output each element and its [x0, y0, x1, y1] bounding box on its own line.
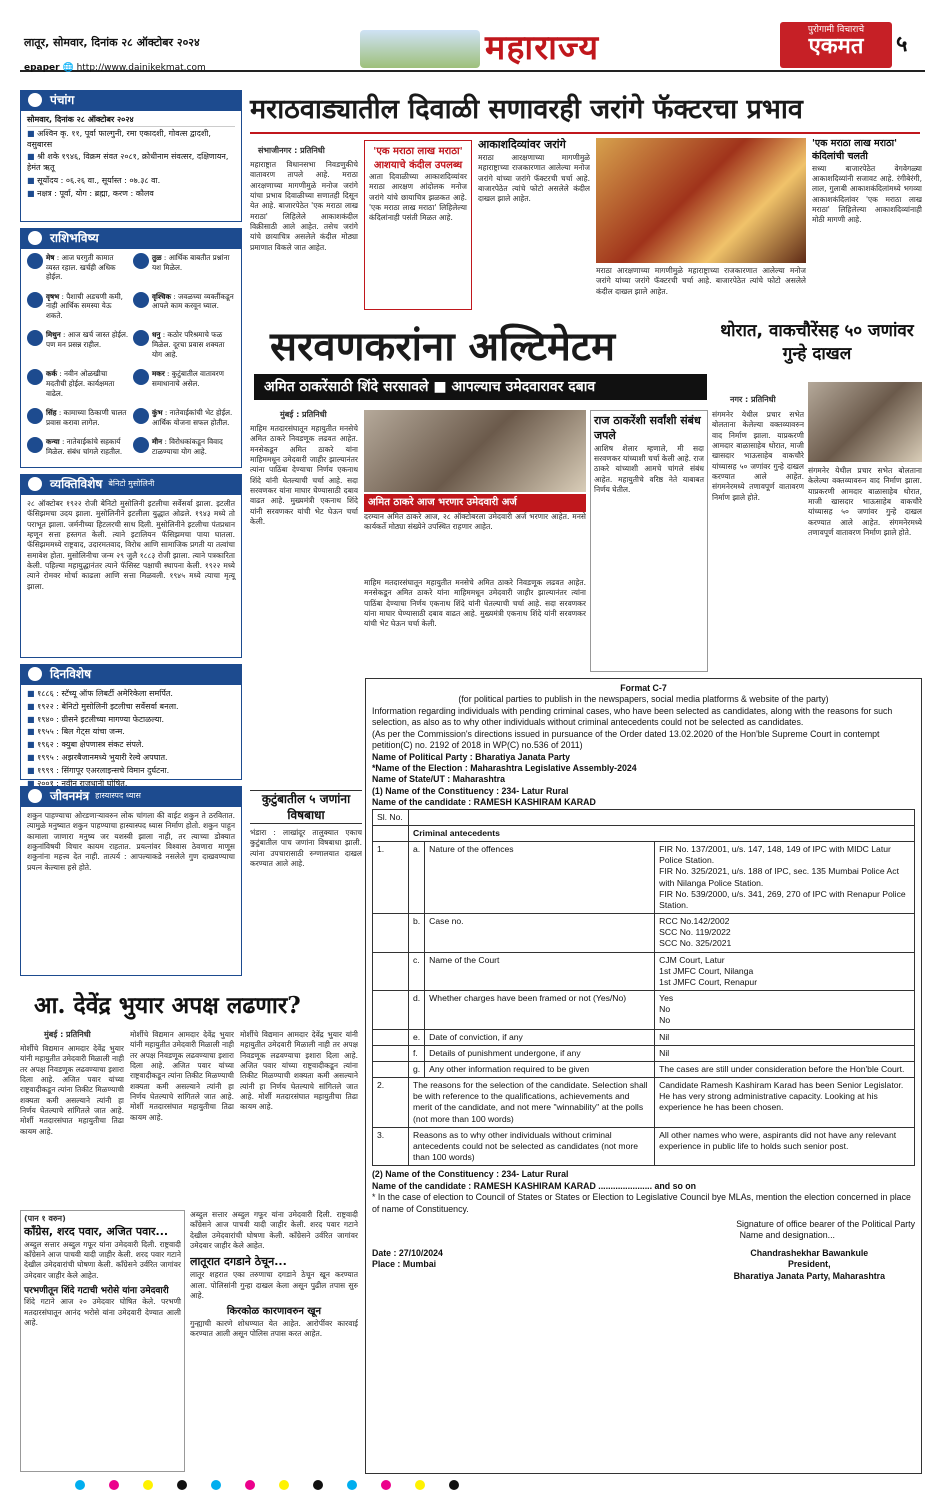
rashi-item: धनु : कठोर परिश्रमाचे फळ मिळेल. दूरचा प्रवास शक्यता योग आहे. — [133, 330, 235, 366]
aquarius-icon — [133, 408, 149, 424]
panchang-date: सोमवार, दिनांक २८ ऑक्टोबर २०२४ — [27, 115, 235, 127]
form-signer-org: Bharatiya Janata Party, Maharashtra — [733, 1270, 885, 1281]
jarange-title: आकाशदिव्यांवर जरांगे — [478, 138, 566, 151]
libra-icon — [133, 253, 149, 269]
logo-name: एकमत — [808, 34, 864, 60]
epaper-link[interactable] — [24, 62, 206, 74]
black-dot — [313, 1480, 323, 1490]
leo-icon — [27, 408, 43, 424]
panchang-icon — [28, 93, 42, 107]
vyakti-subtitle: बेनिटो मुसोलिनी — [108, 478, 155, 488]
ultimatum-body: माहिम मतदारसंघातून महायुतीत मनसेचे अमित ठाकरे निवडणूक लढवत आहेत. मनसेकडून अमित ठाकरे यांना माहिममधून उमेदवारी जाहीर झाल्यानंतर त्यांना पाठिंबा देण्याचा निर्णय एकनाथ शिंदे यांनी घेतल्याची चर्चा आहे. सदा सरवणकर यांना माघार घेण्यासाठी दबाव वाढत आहे. मुख्यमंत्री एकनाथ शिंदे यांनी सरवणकर यांची भेट घेऊन चर्चा केली. — [250, 424, 358, 527]
continued-body-4: लातूर शहरात एका तरुणाचा दगडाने ठेचून खून करण्यात आला. पोलिसांनी गुन्हा दाखल केला असून पुढील तपास सुरु आहे. — [190, 1270, 358, 1300]
jeevan-header — [20, 786, 242, 806]
logo-tagline: पुरोगामी विचाराचे — [807, 25, 865, 35]
jeevan-title: जीवनमंत्र — [50, 788, 90, 803]
panchang-box — [20, 110, 242, 222]
kandil-trend-body: सध्या बाजारपेठेत वेगवेगळ्या आकाशदिव्यांनी सजावट आहे. रंगीबेरंगी, लाल, गुलाबी आकाशकंदिलांमध्ये भगव्या आकाशकंदिलांवर 'एक मराठा लाख मराठा' लिहिलेल्या आकाशदिव्यांनाही मोठी मागणी आहे. — [812, 163, 922, 225]
dinvishesh-item: ■ १९९५ : अझरबैजानमध्ये भुयारी रेल्वे अपघात. — [27, 753, 235, 764]
vyakti-title: व्यक्तिविशेष — [50, 476, 103, 491]
form-constituency: (1) Name of the Constituency : 234- Latur Rural — [372, 785, 569, 796]
rashi-item: सिंह : कामाच्या ठिकाणी चालत प्रवास करावा लागेल. — [27, 408, 129, 434]
thorat-body-2: संगमनेर येथील प्रचार सभेत बोलताना केलेल्या वक्तव्यावरुन वाद निर्माण झाला. याप्रकरणी आमदार बाळासाहेब थोरात, माजी खासदार भाऊसाहेब वाकचौरे यांच्यासह ५० जणांवर गुन्हे दाखल करण्यात आले आहेत. संगमनेरमध्ये तणावपूर्ण वातावरण निर्माण झाले होते. — [808, 466, 922, 538]
family-body: भंडारा : लाखांदूर तालुक्यात एकाच कुटुंबातील पाच जणांना विषबाधा झाली. त्यांना उपचारासाठी रुग्णालयात दाखल करण्यात आले आहे. — [250, 828, 362, 869]
form-subtitle: (for political parties to publish in the newspapers, social media platforms & website of the party) — [458, 694, 829, 705]
cell-value: SCC No. 325/2021 — [659, 938, 732, 949]
rashi-item: मेष : आज घरगुती कामात व्यस्त रहाल. खर्चही अधिक होईल. — [27, 253, 129, 289]
cyan-dot — [347, 1480, 357, 1490]
rashi-header — [20, 228, 242, 248]
table-row: e. Date of conviction, if any Nil — [373, 1029, 915, 1045]
kandil-body: आता दिवाळीच्या आकाशदिव्यांवर मराठा आरक्षण आंदोलक मनोज जरांगे यांचे छायाचित्र झळकत आहे. 'एक मराठा लाख मराठा' लिहिलेल्या कंदिलांनाही पसंती मिळत आहे. — [369, 172, 467, 223]
thorat-byline: नगर : प्रतिनिधी — [730, 395, 776, 404]
jeevan-subtitle: हास्यास्पद ध्यास — [95, 790, 141, 800]
table-row — [373, 825, 915, 841]
cell-value: SCC No. 119/2022 — [659, 927, 731, 938]
cell-value: All other names who were, aspirants did not have any relevant experience in public life to holds such senior post. — [655, 1127, 915, 1166]
form-signer-title: President, — [788, 1259, 831, 1270]
dinvishesh-item: ■ १९५५ : बिल गेट्स यांचा जन्म. — [27, 727, 235, 738]
kandil-trend-box — [812, 138, 922, 310]
gemini-icon — [27, 330, 43, 346]
cell-value: RCC No.142/2002 — [659, 916, 730, 927]
sagittarius-icon — [133, 330, 149, 346]
magenta-dot — [109, 1480, 119, 1490]
form-signature: Signature of office bearer of the Political Party — [736, 1218, 915, 1229]
cell-value: FIR No. 137/2001, u/s. 147, 148, 149 of IPC with MIDC Latur Police Station. — [659, 843, 891, 866]
rashi-item: कुंभ : नातेवाईकांची भेट होईल. आर्थिक योजना सफल होतील. — [133, 408, 235, 434]
form-directions: (As per the Commission's directions issued in pursuance of the Order dated 13.02.2020 of the Hon'ble Supreme Court in contempt petition(C) no. 2192 of 2018 in WP(C) no.536 of 2011) — [372, 728, 880, 751]
cell-value: 1st JMFC Court, Nilanga — [659, 965, 754, 976]
cancer-icon — [27, 369, 43, 385]
form-foot-constituency: (2) Name of the Constituency : 234- Latur Rural — [372, 1169, 569, 1180]
rashi-item: कर्क : नवीन ओळखीचा मदतीची होईल. कार्यक्षमता वाढेल. — [27, 369, 129, 405]
form-title: Format C-7 — [620, 683, 667, 693]
table-row: g. Any other information required to be given The cases are still under consideration before the Hon'ble Court. — [373, 1061, 915, 1077]
continued-body: अब्दुल सत्तार अब्दुल गफूर यांना उमेदवारी दिली. राष्ट्रवादी काँग्रेसने आज पाचवी यादी जाहीर केली. शरद पवार गटाने देखील उमेदवारांची घोषणा केली. काँग्रेसने उर्वरित जागांवर उमेदवार जाहीर केले आहेत. — [24, 1239, 181, 1280]
aries-icon — [27, 253, 43, 269]
criminal-antecedents-header: Criminal antecedents — [409, 825, 915, 841]
format-c7-notice — [365, 678, 922, 1474]
cell-value: FIR No. 539/2000, u/s. 341, 269, 270 of IPC with Renapur Police Station. — [659, 888, 906, 910]
ultimatum-caption-body: दरम्यान अमित ठाकरे आज, २८ ऑक्टोबरला उमेदवारी अर्ज भरणार आहेत. मनसे कार्यकर्ते मोठ्या संख्येने उपस्थित राहणार आहेत. — [364, 512, 586, 532]
rashi-title: राशिभविष्य — [50, 230, 99, 245]
cell-value: No — [659, 1015, 671, 1026]
dinvishesh-item: ■ १९२२ : बेनिटो मुसोलिनी इटलीचा सर्वेसर्वा बनला. — [27, 702, 235, 713]
pisces-icon — [133, 437, 149, 453]
cell-value: The cases are still under consideration before the Hon'ble Court. — [655, 1061, 915, 1077]
cell-value: CJM Court, Latur — [659, 954, 725, 965]
form-intro: Information regarding individuals with pending criminal cases, who have been selected as candidates, along with the reasons for such selection, as also as to why other individuals without criminal antecedents could not be selected as candidates. — [372, 705, 893, 728]
cell-value: FIR No. 325/2021, u/s. 188 of IPC, sec. 135 Mumbai Police Act with Nilanga Police Station. — [659, 866, 899, 888]
print-registration-marks — [75, 1480, 875, 1490]
cell-value: Nil — [655, 1029, 915, 1045]
epaper-url[interactable]: http://www.dainikekmat.com — [76, 63, 206, 73]
epaper-label: epaper — [24, 63, 60, 73]
capricorn-icon — [133, 369, 149, 385]
zodiac-icon — [28, 231, 42, 245]
form-place: Place : Mumbai — [372, 1259, 437, 1270]
continued-title-2: परभणीतून शिंदे गटाची भरोसे यांना उमेदवारी — [24, 1286, 169, 1297]
continued-title: काँग्रेस, शरद पवार, अजित पवार... — [24, 1224, 169, 1238]
lanterns-photo — [596, 138, 806, 263]
raj-box — [590, 410, 708, 672]
form-name-designation: Name and designation... — [739, 1230, 835, 1241]
bhuyar-body-3: मोर्शीचे विद्यमान आमदार देवेंद्र भुयार यांनी महायुतीत उमेदवारी मिळाली नाही तर अपक्ष निवडणूक लढवण्याचा इशारा दिला आहे. अजित पवार यांच्या राष्ट्रवादीकडून त्यांना तिकीट मिळण्याची शक्यता कमी असल्याने त्यांनी हा निर्णय घेतल्याचे सांगितले जात आहे. मोर्शी मतदारसंघात महायुतीचा तिढा कायम आहे. — [240, 1030, 358, 1112]
table-row: 3. Reasons as to why other individuals without criminal antecedents could not be selected as candidates (not more than 100 words) All other names who were, aspirants did not have any relevant experience in public life to holds such senior post. — [373, 1127, 915, 1166]
cyan-dot — [75, 1480, 85, 1490]
black-dot — [177, 1480, 187, 1490]
panchang-line: ■ श्री शके १९४६, विक्रम संवत २०८१, क्रोधीनाम संवत्सर, दक्षिणायन, हेमंत ऋतू — [27, 152, 235, 174]
page-number: ५ — [896, 32, 908, 57]
ultimatum-subhead: अमित ठाकरेंसाठी शिंदे सरसावले ■ आपल्याच उमेदवारावर दबाव — [254, 374, 707, 400]
continued-body-5: गुन्ह्याची कारणे शोधण्यात येत आहेत. आरोपींवर कारवाई करण्यात आली असून पोलिस तपास करत आहेत. — [190, 1318, 358, 1339]
kandil-box — [364, 140, 472, 310]
globe-icon: 🌐 — [62, 63, 74, 73]
cyan-dot — [211, 1480, 221, 1490]
cell-value: No — [659, 1004, 671, 1015]
ultimatum-caption: अमित ठाकरे आज भरणार उमेदवारी अर्ज — [364, 494, 586, 512]
top-headline: मराठवाड्यातील दिवाळी सणावरही जरांगे फॅक्टरचा प्रभाव — [250, 94, 803, 125]
newspaper-logo — [780, 22, 892, 68]
cell-value: Nil — [655, 1045, 915, 1061]
rashi-item: मकर : कुटुंबातील वातावरण समाधानाचे असेल. — [133, 369, 235, 405]
dinvishesh-header — [20, 664, 242, 684]
dinvishesh-item: ■ १९६२ : क्युबा क्षेपणास्त्र संकट संपले. — [27, 740, 235, 751]
form-signoff — [372, 1248, 915, 1282]
form-foot-candidate: Name of the candidate : RAMESH KASHIRAM KARAD ...................... and so on — [372, 1180, 697, 1191]
dinvishesh-item: ■ १९४० : ग्रीसने इटलीच्या मागण्या फेटाळल्या. — [27, 715, 235, 726]
jeevan-body: शकुन पाहण्याचा ओरडणाऱ्यावरुन लोक चांगला की वाईट शकुन ते ठरवितात. त्यामुळे मनुष्यात शकुन पाहण्याचा हास्यास्पद ध्यास निर्माण होतो. शकुन पाहून कामाला जाणारा मनुष्य जर यशस्वी झाला नाही, तर त्याच्या डोक्यात शकुनांविषयी विचार कायम राहतात. प्रयत्नांवर विश्वास ठेवणारा माणूस शकुनांना महत्त्व देत नाही. तात्पर्य : आपल्याकडे नसलेले गुण दाखवण्याचा प्रयत्न केल्यास हसे होते. — [20, 806, 242, 976]
form-date: Date : 27/10/2024 — [372, 1247, 443, 1258]
table-row: f. Details of punishment undergone, if any Nil — [373, 1045, 915, 1061]
raj-body: आशिष शेलार म्हणाले, मी सदा सरवणकर यांच्याशी चर्चा केली आहे. राज ठाकरे यांच्याशी आमचे चांगले संबंध आहेत. महायुतीचे वरिष्ठ नेते याबाबत निर्णय घेतील. — [594, 443, 704, 495]
dinvishesh-item: ■ २००१ : नवीन राजधानी घोषित. — [27, 779, 235, 790]
continued-title-3: लातूरात दगडाने ठेचून... — [190, 1255, 287, 1269]
calendar-icon — [28, 667, 42, 681]
thorat-photo — [808, 382, 922, 462]
bhuyar-body-2: मोर्शीचे विद्यमान आमदार देवेंद्र भुयार यांनी महायुतीत उमेदवारी मिळाली नाही तर अपक्ष निवडणूक लढवण्याचा इशारा दिला आहे. अजित पवार यांच्या राष्ट्रवादीकडून त्यांना तिकीट मिळण्याची शक्यता कमी असल्याने त्यांनी हा निर्णय घेतल्याचे सांगितले जात आहे. मोर्शी मतदारसंघात महायुतीचा तिढा कायम आहे. — [130, 1030, 234, 1122]
cell-value: Yes — [659, 993, 674, 1004]
bhuyar-byline: मुंबई : प्रतिनिधी — [44, 1030, 91, 1039]
criminal-antecedents-table — [372, 809, 915, 1167]
bhuyar-body: मोर्शीचे विद्यमान आमदार देवेंद्र भुयार यांनी महायुतीत उमेदवारी मिळाली नाही तर अपक्ष निवडणूक लढवण्याचा इशारा दिला आहे. अजित पवार यांच्या राष्ट्रवादीकडून त्यांना तिकीट मिळण्याची शक्यता कमी असल्याने त्यांनी हा निर्णय घेतल्याचे सांगितले जात आहे. मोर्शी मतदारसंघात महायुतीचा तिढा कायम आहे. — [20, 1044, 124, 1136]
form-state: Name of State/UT : Maharashtra — [372, 774, 505, 785]
rashi-box — [20, 248, 242, 468]
date-line: लातूर, सोमवार, दिनांक २८ ऑक्टोबर २०२४ — [24, 36, 200, 49]
thorat-body: संगमनेर येथील प्रचार सभेत बोलताना केलेल्या वक्तव्यावरुन वाद निर्माण झाला. याप्रकरणी आमदार बाळासाहेब थोरात, माजी खासदार भाऊसाहेब वाकचौरे यांच्यासह ५० जणांवर गुन्हे दाखल करण्यात आले आहेत. संगमनेरमध्ये तणावपूर्ण वातावरण निर्माण झाले होते. — [712, 410, 804, 502]
scorpio-icon — [133, 292, 149, 308]
family-title: कुटुंबातील ५ जणांना विषबाधा — [250, 790, 362, 824]
dinvishesh-box — [20, 684, 242, 788]
jarange-body: मराठा आरक्षणाच्या मागणीमुळे महाराष्ट्राच्या राजकारणात आलेल्या मनोज जरांगे यांच्या जरांगे फॅक्टरची चर्चा आहे. बाजारपेठेत त्यांचे फोटो असलेले कंदील दाखल झाले आहेत. — [478, 152, 590, 204]
thorat-headline: थोरात, वाकचौरेंसह ५० जणांवर गुन्हे दाखल — [720, 321, 914, 364]
dinvishesh-item: ■ १८८६ : स्टॅच्यू ऑफ लिबर्टी अमेरिकेला समर्पित. — [27, 689, 235, 700]
form-foot-note: * In the case of election to Council of States or States or Election to Legislative Council bye MLAs, mention the election concerned in place of name of Constituency. — [372, 1192, 911, 1214]
panchang-header — [20, 90, 242, 110]
bhuyar-headline: आ. देवेंद्र भुयार अपक्ष लढणार? — [34, 992, 301, 1019]
form-candidate: Name of the candidate : RAMESH KASHIRAM KARAD — [372, 797, 596, 808]
continued-body-2: शिंदे गटाने आज २० उमेदवार घोषित केले. परभणी मतदारसंघातून आनंद भरोसे यांना उमेदवारी देण्यात आली आहे. — [24, 1297, 181, 1327]
table-row: 1. a. Nature of the offences FIR No. 137/2001, u/s. 147, 148, 149 of IPC with MIDC Latur Police Station. FIR No. 325/2021, u/s. 188 of IPC, sec. 135 Mumbai Police Act with Nilanga Police Station. FIR No. 539/2000, u/s. 341, 269, 270 of IPC with Renapur Police Station. — [373, 841, 915, 913]
cell-value: Candidate Ramesh Kashiram Karad has been Senior Legislator. He has very strong administrative capacity. Looking at his experience he has been chosen. — [655, 1078, 915, 1128]
table-row: d. Whether charges have been framed or not (Yes/No) Yes No No — [373, 991, 915, 1030]
panchang-line: ■ सूर्योदय : ०६.२६ वा., सूर्यास्त : ०७.३८ वा. — [27, 176, 235, 187]
continued-col-2 — [190, 1210, 358, 1472]
rashi-item: मीन : विरोधकांकडून विवाद टाळण्याचा योग आहे. — [133, 437, 235, 463]
taurus-icon — [27, 292, 43, 308]
rashi-item: कन्या : नातेवाईकांचे सहकार्य मिळेल. संबंध चांगले राहतील. — [27, 437, 129, 463]
panchang-title: पंचांग — [50, 92, 75, 107]
dinvishesh-item: ■ १९९९ : सिंगापूर एअरलाइन्सचे विमान दुर्घटना. — [27, 766, 235, 777]
rule — [250, 132, 920, 134]
continued-body-3: अब्दुल सत्तार अब्दुल गफूर यांना उमेदवारी दिली. राष्ट्रवादी काँग्रेसने आज पाचवी यादी जाहीर केली. शरद पवार गटाने देखील उमेदवारांची घोषणा केली. काँग्रेसने उर्वरित जागांवर उमेदवार जाहीर केले आहेत. — [190, 1210, 358, 1251]
ultimatum-headline: सरवणकरांना अल्टिमेटम — [270, 320, 685, 377]
vyakti-body: २८ ऑक्टोबर १९२२ रोजी बेनिटो मुसोलिनी इटलीचा सर्वेसर्वा झाला. इटलीत फॅसिझमचा उदय झाला. मुसोलिनीने इटलीला युद्धात ओढले. १९४३ मध्ये तो पराभूत झाला. जर्मनीच्या हिटलरची साथ दिली. मुसोलिनीने इटलीचा पंतप्रधान म्हणून सत्ता हस्तगत केली. त्याने इटालियन फॅसिझमचा पाया घातला. फॅसिझममध्ये राष्ट्रवाद, उदारमतवाद, विरोध आणि सामाजिक प्रगती या तत्वांचा समावेश होता. मुसोलिनीचा जन्म २९ जुलै १८८३ रोजी झाला. त्याने पत्रकारिता केली. पहिल्या महायुद्धानंतर त्याने फॅसिस्ट पक्षाची स्थापना केली. १९२२ मध्ये त्याने रोमवर मोर्चा काढला आणि सत्ता मिळवली. १९४५ मध्ये त्याचा मृत्यू झाला. — [20, 494, 242, 658]
virgo-icon — [27, 437, 43, 453]
table-row: b. Case no. RCC No.142/2002 SCC No. 119/2022 SCC No. 325/2021 — [373, 914, 915, 953]
lotus-icon — [28, 789, 42, 803]
table-row — [373, 809, 915, 825]
rashi-item: वृश्चिक : जवळच्या व्यक्तींकडून आपले काम करवून घ्याल. — [133, 292, 235, 328]
rashi-item: वृषभ : पैशाची अडचणी कमी, नाही आर्थिक समस्या येऊ शकते. — [27, 292, 129, 328]
politicians-photo — [364, 410, 586, 492]
panchang-line: ■ अश्विन कृ. ११, पूर्वा फाल्गुनी, रमा एकादशी, गोवत्स द्वादशी, वसुबारस — [27, 129, 235, 151]
panchang-line: ■ नक्षत्र : पूर्वा, योग : ब्रह्मा, करण : कौलव — [27, 189, 235, 200]
rashi-item: मिथुन : आज खर्च जास्त होईल. पण मन प्रसन्न राहील. — [27, 330, 129, 366]
kandil-title: 'एक मराठा लाख मराठा' आशयाचे कंदील उपलब्ध — [373, 146, 463, 171]
form-election: *Name of the Election : Maharashtra Legislative Assembly-2024 — [372, 762, 637, 773]
rashi-item: तुळ : आर्थिक बाबतीत प्रश्नांना यश मिळेल. — [133, 253, 235, 289]
form-signer: Chandrashekhar Bawankule — [750, 1247, 869, 1258]
section-title: महाराज्य — [485, 28, 600, 68]
raj-title: राज ठाकरेंशी सर्वांशी संबंध जपले — [594, 414, 701, 442]
dinvishesh-title: दिनविशेष — [50, 666, 92, 681]
yellow-dot — [279, 1480, 289, 1490]
magenta-dot — [381, 1480, 391, 1490]
vyakti-header — [20, 474, 242, 494]
yellow-dot — [415, 1480, 425, 1490]
form-party: Name of Political Party : Bharatiya Janata Party — [372, 751, 571, 762]
continued-box — [20, 1210, 185, 1472]
left-column — [20, 90, 242, 976]
table-row: 2. The reasons for the selection of the candidate. Selection shall be with reference to the qualifications, achievements and merit of the candidate, and not mere "winnability" at the polls (not more than 100 words) Candidate Ramesh Kashiram Karad has been Senior Legislator. He has very strong administrative capacity. Looking at his experience he has been chosen. — [373, 1078, 915, 1128]
person-icon — [28, 477, 42, 491]
continued-tag: (पान १ वरुन) — [24, 1214, 66, 1223]
continued-title-4: किरकोळ कारणावरुन खून — [226, 1306, 322, 1318]
table-row: c. Name of the Court CJM Court, Latur 1st JMFC Court, Nilanga 1st JMFC Court, Renapur — [373, 952, 915, 991]
kandil-trend-title: 'एक मराठा लाख मराठा' कंदिलांची चलती — [812, 138, 897, 162]
sl-no-header: Sl. No. — [373, 809, 409, 825]
top-body: महाराष्ट्रात विधानसभा निवडणुकीचे वातावरण तापले आहे. मराठा आरक्षणाच्या मागणीमुळे मनोज जरांगे यांचा प्रभाव दिवाळीच्या सणातही दिसून येत आहे. बाजारपेठेत 'एक मराठा लाख मराठा' लिहिलेले आकाशकंदील विक्रीसाठी आले आहेत. तसेच जरांगे यांचे छायाचित्र असलेले कंदील मोठ्या प्रमाणात विकले जात आहेत. — [250, 160, 358, 252]
cell-value: 1st JMFC Court, Renapur — [659, 976, 758, 987]
ultimatum-byline: मुंबई : प्रतिनिधी — [280, 410, 327, 419]
top-byline: संभाजीनगर : प्रतिनिधी — [258, 146, 325, 155]
ultimatum-body-2: माहिम मतदारसंघातून महायुतीत मनसेचे अमित ठाकरे निवडणूक लढवत आहेत. मनसेकडून अमित ठाकरे यांना माहिममधून उमेदवारी जाहीर झाल्यानंतर त्यांना पाठिंबा देण्याचा निर्णय एकनाथ शिंदे यांनी घेतल्याची चर्चा आहे. सदा सरवणकर यांना माघार घेण्यासाठी दबाव वाढत आहे. मुख्यमंत्री एकनाथ शिंदे यांनी सरवणकर यांची भेट घेऊन चर्चा केली. — [364, 578, 586, 629]
yellow-dot — [143, 1480, 153, 1490]
jarange-box — [478, 138, 590, 310]
masthead-artwork — [360, 30, 480, 68]
black-dot — [449, 1480, 459, 1490]
lanterns-caption: मराठा आरक्षणाच्या मागणीमुळे महाराष्ट्राच्या राजकारणात आलेल्या मनोज जरांगे यांच्या जरांगे फॅक्टरची चर्चा आहे. बाजारपेठेत त्यांचे फोटो असलेले कंदील दाखल झाले आहेत. — [596, 266, 806, 296]
magenta-dot — [245, 1480, 255, 1490]
